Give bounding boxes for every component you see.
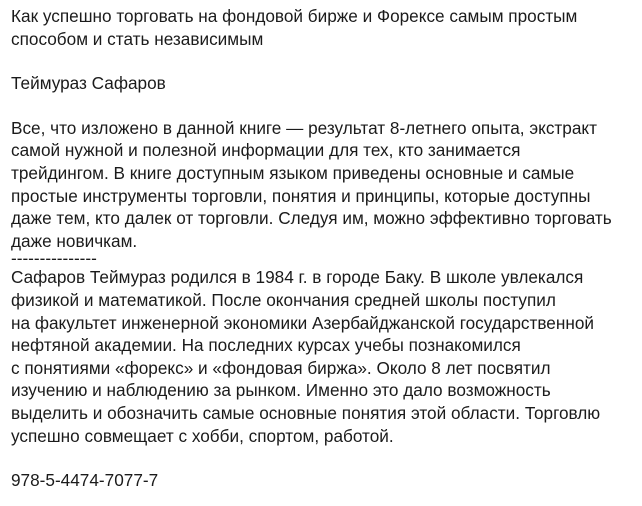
isbn <box>11 469 637 492</box>
bio-line: Сафаров Теймураз родился в 1984 г. в городе Баку. В школе увлекался <box>11 267 584 288</box>
description-line: даже новичкам. <box>11 230 138 251</box>
document-page <box>11 5 637 492</box>
title-line: Как успешно торговать на фондовой бирже и Форексе самым простым <box>11 6 578 26</box>
description-line: простые инструменты торговли, понятия и принципы, которые доступны <box>11 185 591 206</box>
book-description <box>11 117 637 253</box>
bio-line: выделить и обозначить самые основные понятия этой области. Торговлю <box>11 402 601 423</box>
description-line: Все, что изложено в данной книге — результат 8-летнего опыта, экстракт <box>11 117 597 138</box>
description-line: даже тем, кто далек от торговли. Следуя им, можно эффективно торговать <box>11 208 612 229</box>
bio-line: успешно совмещает с хобби, спортом, работой. <box>11 425 394 446</box>
description-line: трейдингом. В книге доступным языком приведены основные и самые <box>11 162 575 183</box>
book-title <box>11 5 637 50</box>
title-line: способом и стать независимым <box>11 28 264 49</box>
isbn-number: 978-5-4474-7077-7 <box>11 470 159 491</box>
bio-line: с понятиями «форекс» и «фондовая биржа». Около 8 лет посвятил <box>11 357 551 378</box>
book-author <box>11 72 637 95</box>
bio-line: физикой и математикой. После окончания средней школы поступил <box>11 289 556 310</box>
bio-line: изучению и наблюдению за рынком. Именно это дало возможность <box>11 380 551 401</box>
author-bio <box>11 266 637 447</box>
section-separator: --------------- <box>11 248 97 269</box>
description-line: самой нужной и полезной информации для тех, кто занимается <box>11 140 521 161</box>
author-name: Теймураз Сафаров <box>11 73 166 94</box>
bio-line: нефтяной академии. На последних курсах учебы познакомился <box>11 335 521 356</box>
bio-line: на факультет инженерной экономики Азербайджанской государственной <box>11 312 595 333</box>
